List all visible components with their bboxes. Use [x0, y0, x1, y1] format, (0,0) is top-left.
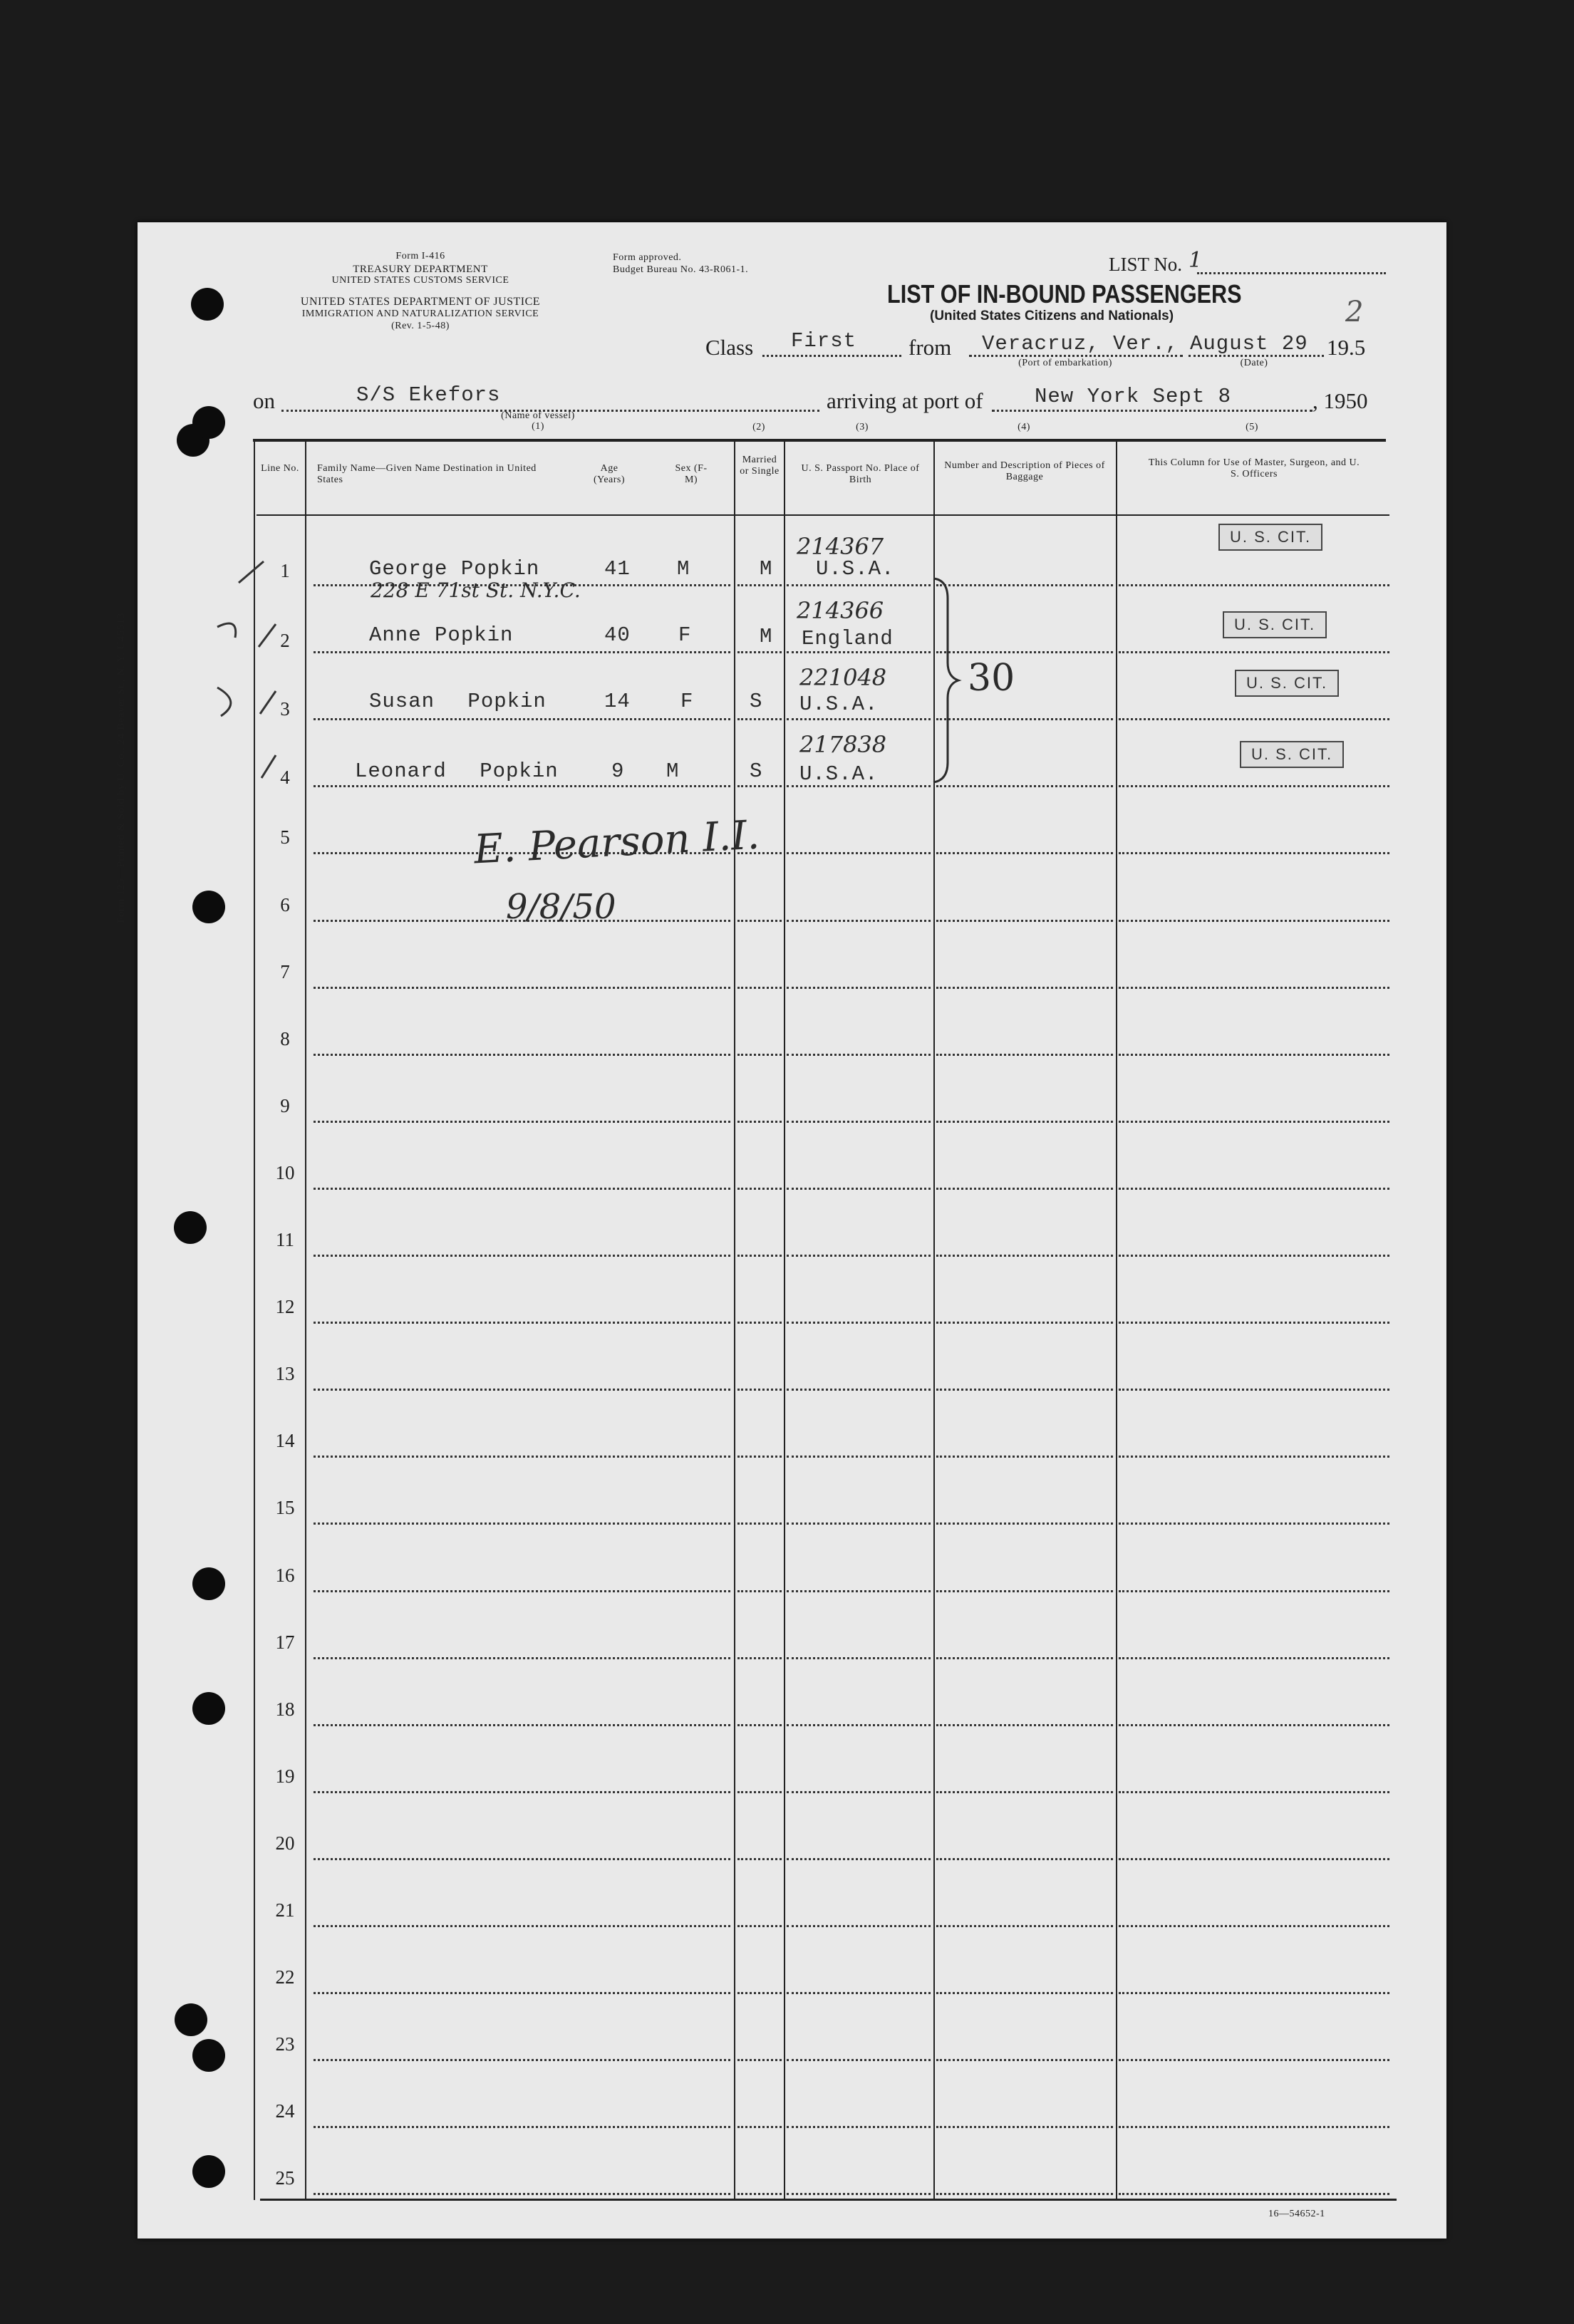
line-number: 3 — [280, 698, 290, 720]
row-rule — [936, 1992, 1113, 1994]
row-rule — [737, 1858, 782, 1860]
line-number: 9 — [280, 1095, 290, 1116]
row-rule — [936, 1724, 1113, 1726]
row-rule — [936, 1255, 1113, 1257]
row-rule — [1119, 651, 1389, 653]
row-rule — [787, 651, 931, 653]
arrival-line — [992, 410, 1312, 412]
row-rule — [1119, 987, 1389, 989]
row-rule — [936, 852, 1113, 854]
row-rule — [737, 584, 782, 586]
passenger-age: 14 — [604, 690, 631, 713]
form-approved: Form approved. — [613, 252, 682, 263]
row-rule — [787, 1456, 931, 1458]
vessel-caption-num: (1) — [532, 421, 544, 432]
line-number: 20 — [275, 1832, 295, 1854]
row-rule — [737, 1121, 782, 1123]
row-rule — [1119, 1188, 1389, 1190]
list-no-label: LIST No. — [1109, 254, 1183, 275]
passenger-marital: M — [760, 625, 773, 648]
line-number: 24 — [275, 2100, 295, 2122]
row-rule — [737, 1389, 782, 1391]
passenger-sex: M — [666, 759, 680, 783]
row-rule — [936, 1456, 1113, 1458]
baggage-total: 30 — [968, 657, 1015, 700]
passenger-age: 9 — [611, 759, 625, 783]
line-number: 16 — [275, 1565, 295, 1586]
row-rule — [1119, 1858, 1389, 1860]
row-rule — [936, 1791, 1113, 1793]
row-rule — [1119, 852, 1389, 854]
col-caption-3: (3) — [856, 422, 869, 432]
line-number: 18 — [275, 1698, 295, 1720]
row-rule — [314, 785, 730, 787]
line-number: 25 — [275, 2167, 295, 2189]
passenger-marital: S — [750, 759, 763, 783]
row-rule — [1119, 785, 1389, 787]
us-cit-stamp: U. S. CIT. — [1218, 524, 1322, 551]
row-rule — [1119, 718, 1389, 720]
row-rule — [936, 2059, 1113, 2061]
col-divider-marital — [784, 440, 785, 2200]
row-rule — [787, 1724, 931, 1726]
line-number: 5 — [280, 826, 290, 848]
row-rule — [787, 1522, 931, 1525]
table-top-rule — [253, 439, 1386, 442]
row-rule — [737, 2059, 782, 2061]
col-head-married: Married or Single — [740, 455, 780, 477]
punch-hole — [174, 1211, 207, 1244]
row-rule — [787, 2126, 931, 2128]
passport-number: 214366 — [797, 597, 884, 624]
row-rule — [1119, 1925, 1389, 1927]
passenger-sex: F — [680, 690, 694, 713]
line-number: 2 — [280, 630, 290, 651]
col-head-baggage: Number and Description of Pieces of Baggage — [944, 460, 1105, 482]
row-rule — [314, 987, 730, 989]
row-rule — [936, 1121, 1113, 1123]
row-rule — [1119, 1791, 1389, 1793]
list-no-value: 1 — [1189, 248, 1203, 273]
row-rule — [787, 920, 931, 922]
row-rule — [787, 852, 931, 854]
from-value: Veracruz, Ver., — [982, 332, 1179, 356]
punch-hole — [192, 2155, 225, 2188]
table-header-rule — [257, 514, 1389, 516]
row-rule — [1119, 920, 1389, 922]
dept-justice-sub: IMMIGRATION AND NATURALIZATION SERVICE — [301, 308, 539, 319]
line-number: 4 — [280, 767, 290, 788]
row-rule — [737, 1925, 782, 1927]
row-rule — [936, 1389, 1113, 1391]
row-rule — [314, 1054, 730, 1056]
row-rule — [787, 2193, 931, 2195]
date-value: August 29 — [1190, 332, 1308, 356]
dept-justice: UNITED STATES DEPARTMENT OF JUSTICE — [300, 296, 541, 308]
row-rule — [314, 1121, 730, 1123]
check-marks — [203, 556, 289, 791]
row-rule — [936, 1054, 1113, 1056]
row-rule — [314, 651, 730, 653]
row-rule — [737, 785, 782, 787]
row-rule — [936, 1322, 1113, 1324]
us-cit-stamp: U. S. CIT. — [1240, 741, 1344, 768]
passenger-marital: M — [760, 557, 773, 581]
col-divider-baggage — [1116, 440, 1117, 2200]
page-subtitle: (United States Citizens and Nationals) — [930, 308, 1174, 323]
row-rule — [314, 1791, 730, 1793]
passenger-name: George Popkin — [369, 557, 540, 581]
row-rule — [314, 2126, 730, 2128]
row-rule — [1119, 1121, 1389, 1123]
col-head-name: Family Name—Given Name Destination in United States — [317, 463, 537, 485]
row-rule — [314, 2059, 730, 2061]
dept-treasury-sub: UNITED STATES CUSTOMS SERVICE — [331, 275, 509, 286]
row-rule — [737, 1255, 782, 1257]
line-number: 8 — [280, 1028, 290, 1049]
punch-hole — [175, 2003, 207, 2036]
row-rule — [787, 1322, 931, 1324]
punch-hole — [192, 1692, 225, 1725]
row-rule — [314, 1522, 730, 1525]
passport-number: 214367 — [797, 533, 884, 560]
row-rule — [936, 785, 1113, 787]
line-number: 10 — [275, 1162, 295, 1183]
col-head-passport: U. S. Passport No. Place of Birth — [801, 463, 920, 485]
row-rule — [1119, 1255, 1389, 1257]
vessel-name: S/S Ekefors — [356, 383, 501, 407]
arrival-year: , 1950 — [1312, 388, 1368, 413]
row-rule — [787, 1255, 931, 1257]
row-rule — [1119, 1657, 1389, 1659]
punch-hole — [192, 2039, 225, 2072]
col-divider-name — [734, 440, 735, 2200]
printer-imprint: Form 125—Printed & Sold by U. Co., 24 Beaver St., N. Y. U45513 — [115, 613, 127, 923]
row-rule — [787, 1188, 931, 1190]
row-rule — [787, 1925, 931, 1927]
row-rule — [737, 920, 782, 922]
line-number: 15 — [275, 1497, 295, 1518]
row-rule — [1119, 1724, 1389, 1726]
col-head-line-no: Line No. — [261, 463, 299, 474]
row-rule — [737, 1456, 782, 1458]
row-rule — [787, 1657, 931, 1659]
line-number: 6 — [280, 894, 290, 915]
row-rule — [787, 1054, 931, 1056]
row-rule — [314, 1992, 730, 1994]
row-rule — [1119, 1590, 1389, 1592]
row-rule — [787, 2059, 931, 2061]
line-number: 17 — [275, 1632, 295, 1653]
class-label: Class — [705, 335, 754, 360]
row-rule — [737, 1322, 782, 1324]
punch-hole — [192, 406, 225, 439]
row-rule — [1119, 1992, 1389, 1994]
row-rule — [737, 1522, 782, 1525]
arriving-label: arriving at port of — [827, 388, 983, 413]
row-rule — [936, 1925, 1113, 1927]
row-rule — [1119, 2126, 1389, 2128]
row-rule — [787, 1389, 931, 1391]
row-rule — [314, 1590, 730, 1592]
row-rule — [1119, 1389, 1389, 1391]
row-rule — [1119, 1322, 1389, 1324]
passenger-age: 41 — [604, 557, 631, 581]
line-number: 19 — [275, 1765, 295, 1787]
passenger-name: Leonard Popkin — [355, 759, 559, 783]
row-rule — [1119, 2193, 1389, 2195]
passport-number: 217838 — [799, 731, 887, 758]
row-rule — [737, 1791, 782, 1793]
row-rule — [936, 920, 1113, 922]
row-rule — [737, 1590, 782, 1592]
row-rule — [936, 987, 1113, 989]
passenger-sex: M — [677, 557, 690, 581]
budget-bureau: Budget Bureau No. 43-R061-1. — [613, 264, 749, 275]
line-number: 12 — [275, 1296, 295, 1317]
row-rule — [936, 2126, 1113, 2128]
row-rule — [936, 1188, 1113, 1190]
row-rule — [1119, 1522, 1389, 1525]
row-rule — [314, 1322, 730, 1324]
birth-place: U.S.A. — [816, 557, 895, 581]
date-caption: (Date) — [1240, 358, 1268, 368]
line-number: 1 — [280, 560, 290, 581]
row-rule — [787, 1791, 931, 1793]
row-rule — [936, 1522, 1113, 1525]
row-rule — [1119, 1054, 1389, 1056]
punch-hole — [191, 288, 224, 321]
row-rule — [787, 1858, 931, 1860]
row-rule — [314, 1389, 730, 1391]
row-rule — [314, 1188, 730, 1190]
row-rule — [737, 2193, 782, 2195]
row-rule — [787, 1121, 931, 1123]
row-rule — [737, 1188, 782, 1190]
row-rule — [1119, 1456, 1389, 1458]
us-cit-stamp: U. S. CIT. — [1223, 611, 1327, 638]
line-number: 7 — [280, 961, 290, 982]
row-rule — [787, 718, 931, 720]
row-rule — [737, 651, 782, 653]
line-number: 13 — [275, 1363, 295, 1384]
col-caption-4: (4) — [1018, 422, 1030, 432]
birth-place: U.S.A. — [799, 692, 879, 716]
passenger-marital: S — [750, 690, 763, 713]
page-title: LIST OF IN-BOUND PASSENGERS — [887, 279, 1242, 308]
row-rule — [737, 718, 782, 720]
birth-place: England — [802, 627, 894, 650]
row-rule — [1119, 584, 1389, 586]
row-rule — [314, 1858, 730, 1860]
row-rule — [787, 1590, 931, 1592]
inspection-date: 9/8/50 — [506, 887, 616, 927]
table-bottom-rule — [260, 2199, 1397, 2201]
col-caption-2: (2) — [752, 422, 765, 432]
row-rule — [787, 584, 931, 586]
passenger-age: 40 — [604, 623, 631, 647]
passenger-name: Anne Popkin — [369, 623, 514, 647]
row-rule — [737, 1724, 782, 1726]
passenger-sex: F — [678, 623, 692, 647]
baggage-brace — [926, 577, 969, 784]
inspector-signature: E. Pearson I.I. — [472, 811, 761, 873]
row-rule — [737, 1054, 782, 1056]
row-rule — [737, 1992, 782, 1994]
row-rule — [787, 1992, 931, 1994]
list-no-line — [1197, 272, 1386, 274]
year-prefix: 19.5 — [1327, 335, 1366, 360]
row-rule — [314, 2193, 730, 2195]
us-cit-stamp: U. S. CIT. — [1235, 670, 1339, 697]
row-rule — [787, 987, 931, 989]
passport-number: 221048 — [799, 664, 887, 691]
on-label: on — [253, 388, 275, 413]
row-rule — [314, 718, 730, 720]
arrival-port: New York Sept 8 — [1035, 385, 1232, 408]
line-number: 22 — [275, 1966, 295, 1988]
row-rule — [314, 1255, 730, 1257]
vessel-caption: (Name of vessel) — [501, 410, 575, 421]
row-rule — [936, 2193, 1113, 2195]
birth-place: U.S.A. — [799, 762, 879, 786]
row-rule — [314, 1925, 730, 1927]
col-caption-5: (5) — [1246, 422, 1258, 432]
col-head-officers: This Column for Use of Master, Surgeon, and U. S. Officers — [1148, 457, 1360, 479]
from-label: from — [908, 335, 952, 360]
row-rule — [737, 1657, 782, 1659]
passenger-name: Susan Popkin — [369, 690, 547, 713]
port-caption: (Port of embarkation) — [1018, 358, 1112, 368]
row-rule — [314, 1724, 730, 1726]
line-number: 11 — [276, 1229, 294, 1250]
punch-hole — [192, 1567, 225, 1600]
punch-hole — [192, 891, 225, 923]
line-number: 21 — [275, 1899, 295, 1921]
form-revision: (Rev. 1-5-48) — [391, 321, 450, 331]
form-number: Form I-416 — [395, 251, 445, 261]
col-head-sex: Sex (F-M) — [675, 463, 708, 485]
row-rule — [314, 1456, 730, 1458]
row-rule — [936, 1858, 1113, 1860]
col-head-age: Age (Years) — [593, 463, 626, 485]
footer-code: 16—54652-1 — [1268, 2209, 1325, 2219]
row-rule — [314, 1657, 730, 1659]
dept-treasury: TREASURY DEPARTMENT — [353, 264, 488, 275]
class-line — [762, 355, 901, 357]
row-rule — [936, 1590, 1113, 1592]
line-number: 14 — [275, 1430, 295, 1451]
destination-address: 228 E 71st St. N.Y.C. — [371, 579, 581, 602]
line-number: 23 — [275, 2033, 295, 2055]
row-rule — [737, 2126, 782, 2128]
class-value: First — [791, 329, 857, 353]
row-rule — [936, 1657, 1113, 1659]
row-rule — [1119, 2059, 1389, 2061]
row-rule — [737, 987, 782, 989]
corner-number: 2 — [1345, 296, 1364, 328]
